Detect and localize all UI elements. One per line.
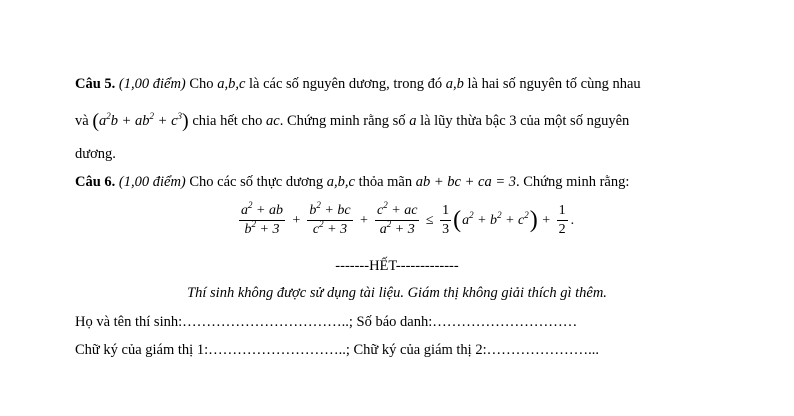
proctor-signature-line: Chữ ký của giám thị 1:………………………..; Chữ ký của giám thị 2:…………………... — [75, 342, 599, 358]
q6-vars: a,b,c — [326, 174, 355, 190]
q6-condition: ab + bc + ca = 3 — [415, 174, 516, 190]
fraction: $\frac{b^2 + bc}{c^2 + 3}$ — [309, 200, 351, 237]
q5-var: ac — [266, 113, 280, 129]
q6-line-1 — [75, 174, 629, 191]
end-marker: -------HẾT------------- — [335, 258, 459, 274]
q6-inequality: $\frac{a^2 + ab}{b^2 + 3}$ + $\frac{b^2 + bc}{c^2 + 3}$ + $\frac{c^2 + ac}{a^2 + 3}$ ≤ $\frac{1}{3}$ $(a^2 + b^2 + c^2)$ + $\frac{1}{2}$ . — [241, 200, 575, 237]
q5-label: Câu 5. — [75, 76, 116, 92]
fraction: $\frac{1}{3}$ — [442, 203, 450, 237]
q5-text: chia hết cho — [188, 113, 266, 129]
q5-text: Cho — [185, 76, 218, 92]
q6-text: Cho các số thực dương — [185, 174, 327, 190]
exam-note: Thí sinh không được sử dụng tài liệu. Giám thị không giải thích gì thêm. — [187, 285, 607, 301]
candidate-name-line: Họ và tên thí sinh:……………………………..; Số báo danh:………………………… — [75, 314, 578, 330]
fraction: $\frac{1}{2}$ — [558, 203, 566, 237]
q5-line-3: dương. — [75, 146, 116, 162]
q5-text: và — [75, 113, 93, 129]
q5-expression: $(a^2b + ab^2 + c^3)$ — [92, 110, 189, 132]
q5-line-1 — [75, 76, 641, 93]
q5-text: là các số nguyên dương, trong đó — [245, 76, 446, 92]
q5-line-2 — [75, 110, 629, 133]
q6-text: . Chứng minh rằng: — [515, 174, 630, 190]
q5-text: là hai số nguyên tố cùng nhau — [463, 76, 641, 92]
fraction: $\frac{a^2 + ab}{b^2 + 3}$ — [241, 200, 283, 237]
q6-text: thỏa mãn — [354, 174, 416, 190]
fraction: $\frac{c^2 + ac}{a^2 + 3}$ — [377, 200, 418, 237]
q6-points: (1,00 điểm) — [118, 174, 186, 190]
q5-vars: a,b,c — [217, 76, 246, 92]
q5-var: a — [409, 113, 417, 129]
q5-points: (1,00 điểm) — [118, 76, 186, 92]
q5-text: là lũy thừa bậc 3 của một số nguyên — [416, 113, 630, 129]
q6-label: Câu 6. — [75, 174, 116, 190]
q5-vars: a,b — [445, 76, 464, 92]
q5-text: . Chứng minh rằng số — [279, 113, 410, 129]
